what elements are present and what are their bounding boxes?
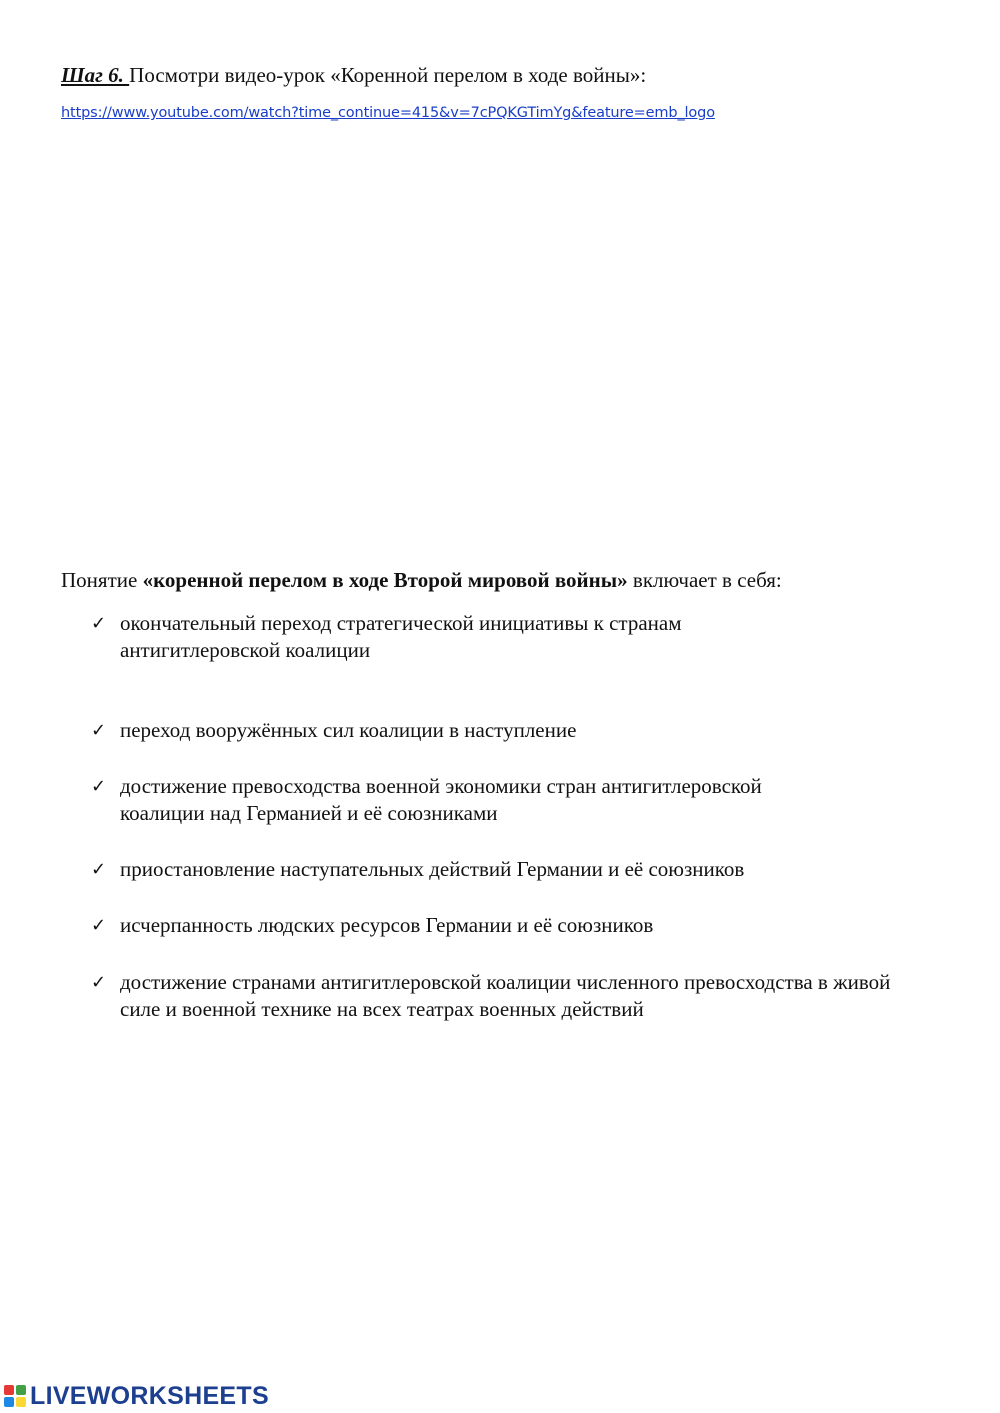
list-item-text: переход вооружённых сил коалиции в наступление: [120, 718, 577, 742]
list-item: [91, 912, 931, 939]
concept-heading: [61, 565, 782, 595]
list-item-text: достижение превосходства военной экономики стран антигитлеровской коалиции над Германией и её союзниками: [120, 774, 762, 825]
logo-square: [16, 1397, 26, 1407]
list-item-text: достижение странами антигитлеровской коалиции численного превосходства в живой силе и военной технике на всех театрах военных действий: [120, 970, 891, 1021]
logo-square: [4, 1385, 14, 1395]
liveworksheets-logo: [4, 1380, 269, 1412]
list-item-text: приостановление наступательных действий Германии и её союзников: [120, 857, 745, 881]
list-item-text: окончательный переход стратегической инициативы к странам антигитлеровской коалиции: [120, 611, 682, 662]
list-item: [91, 856, 931, 883]
check-icon: ✓: [91, 972, 107, 993]
check-icon: ✓: [91, 915, 107, 936]
check-icon: ✓: [91, 859, 107, 880]
list-item: [91, 969, 931, 1023]
logo-mark-icon: [4, 1385, 26, 1407]
step-instruction: Посмотри видео-урок «Коренной перелом в ходе войны»:: [129, 63, 647, 87]
list-item: [91, 773, 931, 827]
logo-square: [16, 1385, 26, 1395]
video-link[interactable]: https://www.youtube.com/watch?time_continue=415&v=7cPQKGTimYg&feature=emb_logo: [61, 105, 715, 121]
list-item-text: исчерпанность людских ресурсов Германии и её союзников: [120, 913, 654, 937]
concept-suffix: включает в себя:: [627, 568, 782, 592]
list-item: [91, 717, 931, 744]
concept-prefix: Понятие: [61, 568, 143, 592]
step-heading: [61, 60, 646, 90]
concept-term: «коренной перелом в ходе Второй мировой войны»: [142, 568, 628, 592]
check-icon: ✓: [91, 613, 107, 634]
check-icon: ✓: [91, 720, 107, 741]
logo-square: [4, 1397, 14, 1407]
step-label: Шаг 6.: [61, 63, 130, 87]
check-icon: ✓: [91, 776, 107, 797]
list-item: [91, 610, 931, 664]
logo-text: LIVEWORKSHEETS: [30, 1381, 269, 1410]
